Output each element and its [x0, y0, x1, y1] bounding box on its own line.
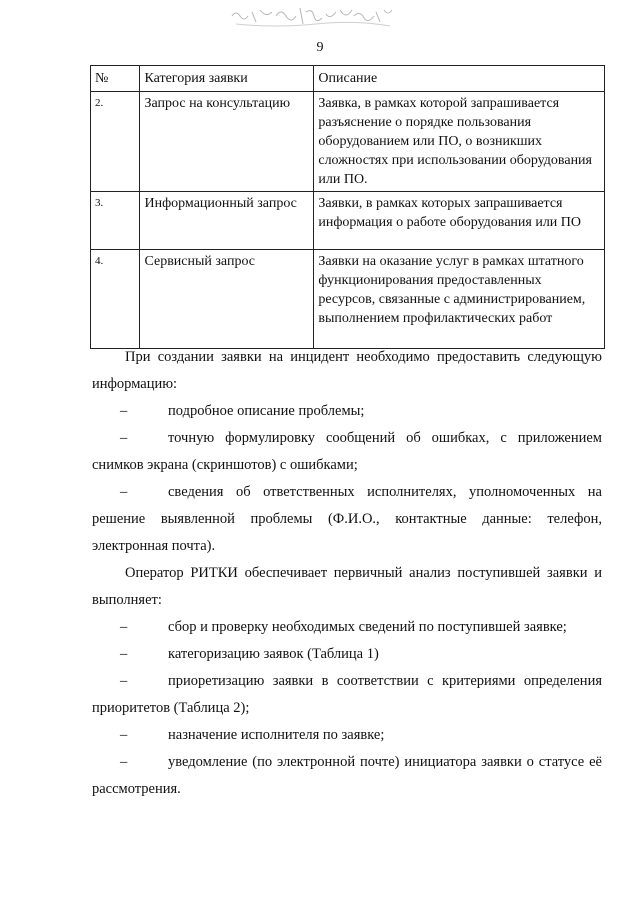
category-table	[90, 65, 605, 349]
list-dash: –	[120, 619, 128, 635]
table-row	[91, 192, 605, 250]
row-category: Запрос на консультацию	[140, 92, 314, 192]
column-header-category: Категория заявки	[140, 66, 314, 92]
list-item-text: категоризацию заявок (Таблица 1)	[168, 646, 379, 662]
row-number: 3.	[91, 192, 140, 250]
list-item-text: сведения об ответственных исполнителях, уполномоченных на решение выявленной проблемы (Ф.И.О., контактные данные: телефон, электронная почта).	[92, 484, 602, 554]
body-text	[92, 344, 602, 803]
list-item	[92, 479, 602, 560]
list-dash: –	[120, 403, 128, 419]
list-dash: –	[120, 727, 128, 743]
row-number: 4.	[91, 250, 140, 349]
list-item-text: подробное описание проблемы;	[168, 403, 365, 419]
list-item	[92, 425, 602, 479]
list-item	[92, 722, 602, 749]
row-category: Информационный запрос	[140, 192, 314, 250]
column-header-number: №	[91, 66, 140, 92]
list-dash: –	[120, 430, 128, 446]
table-row	[91, 92, 605, 192]
row-category: Сервисный запрос	[140, 250, 314, 349]
faded-stamp-mark	[226, 2, 396, 30]
list-item-text: точную формулировку сообщений об ошибках, с приложением снимков экрана (скриншотов) с ошибками;	[92, 430, 602, 473]
table-row	[91, 250, 605, 349]
list-dash: –	[120, 673, 128, 689]
list-item-text: приоретизацию заявки в соответствии с критериями определения приоритетов (Таблица 2);	[92, 673, 602, 716]
list-item-text: назначение исполнителя по заявке;	[168, 727, 385, 743]
list-item	[92, 641, 602, 668]
table-header-row	[91, 66, 605, 92]
row-description: Заявки на оказание услуг в рамках штатного функционирования предоставленных ресурсов, связанные с администрированием, выполнением профилактических работ	[314, 250, 605, 349]
operator-paragraph: Оператор РИТКИ обеспечивает первичный анализ поступившей заявки и выполняет:	[92, 565, 602, 608]
list-item-text: уведомление (по электронной почте) инициатора заявки о статусе её рассмотрения.	[92, 754, 602, 797]
row-description: Заявки, в рамках которых запрашивается информация о работе оборудования или ПО	[314, 192, 605, 250]
page-number: 9	[316, 40, 324, 55]
intro-paragraph: При создании заявки на инцидент необходимо предоставить следующую информацию:	[92, 349, 602, 392]
row-number: 2.	[91, 92, 140, 192]
list-item	[92, 749, 602, 803]
list-dash: –	[120, 754, 128, 770]
list-item-text: сбор и проверку необходимых сведений по поступившей заявке;	[168, 619, 567, 635]
list-dash: –	[120, 646, 128, 662]
row-description: Заявка, в рамках которой запрашивается разъяснение о порядке пользования оборудованием или ПО, о возникших сложностях при использовании оборудования или ПО.	[314, 92, 605, 192]
list-item	[92, 398, 602, 425]
list-item	[92, 614, 602, 641]
list-dash: –	[120, 484, 128, 500]
column-header-description: Описание	[314, 66, 605, 92]
list-item	[92, 668, 602, 722]
